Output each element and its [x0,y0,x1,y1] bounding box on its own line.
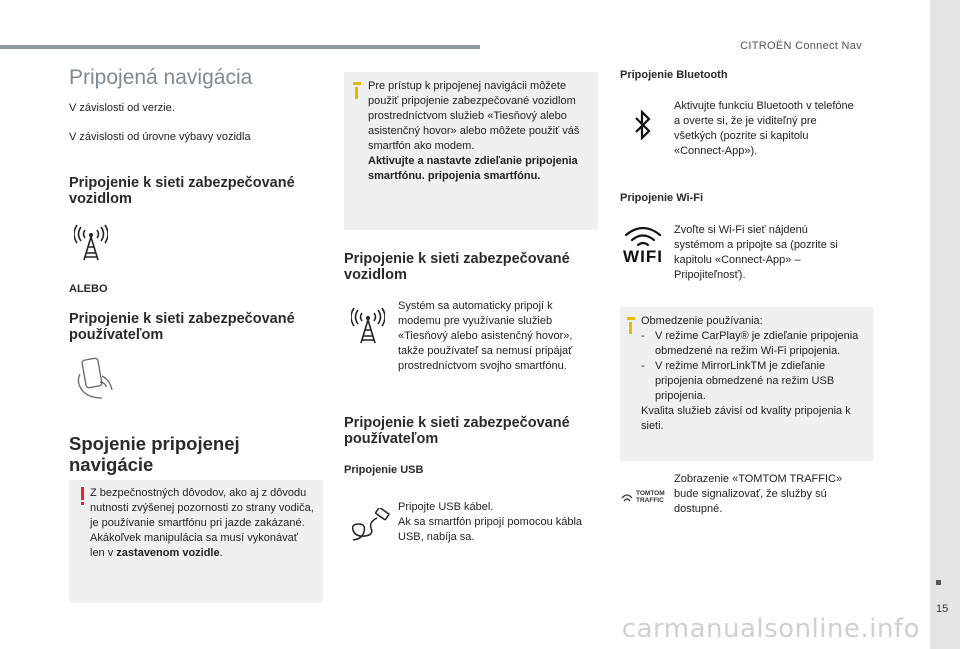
wifi-connection-label: Pripojenie Wi-Fi [620,192,704,204]
watermark: carmanualsonline.info [621,614,920,644]
connected-nav-title: Spojenie pripojenej navigácie [69,433,240,475]
tomtom-logo-line2: TRAFFIC [636,497,664,504]
limits-item2-text: V režime MirrorLinkTM je zdieľanie pripojenia obmedzené na režim USB pripojenia. [655,360,835,402]
warning-text [90,486,315,561]
warning-text-line2: Akákoľvek manipulácia sa musí vykonávať len v [90,532,298,559]
warning-box [69,480,323,603]
page-title: Pripojená navigácia [69,66,253,89]
warning-bold-text: zastavenom vozidle [116,547,220,559]
middle-section-user-title: Pripojenie k sieti zabezpečované používateľom [344,415,570,447]
bluetooth-connection-label: Pripojenie Bluetooth [620,69,728,81]
limits-content [641,314,871,434]
info-box-sharing [344,72,598,230]
page-side-strip [930,0,960,649]
tomtom-traffic-text: Zobrazenie «TOMTOM TRAFFIC» bude signalizovať, že služby sú dostupné. [674,473,843,515]
usb-connection-text [398,500,593,545]
page-marker [936,580,941,585]
section-user-connection-title: Pripojenie k sieti zabezpečované používateľom [69,311,295,343]
info-sharing-bold: Aktivujte a nastavte zdieľanie pripojenia smartfónu. pripojenia smartfónu. [368,155,578,182]
limits-dash-2: - [641,360,645,372]
middle-section-vehicle-title: Pripojenie k sieti zabezpečované vozidlom [344,251,570,283]
usb-text-line1: Pripojte USB kábel. [398,501,494,513]
usb-text-line2: Ak sa smartfón pripojí pomocou kábla USB, nabíja sa. [398,516,583,543]
equipment-note: V závislosti od úrovne výbavy vozidla [69,131,251,143]
info-box-limits [620,307,873,461]
smartphone-hand-icon [72,356,118,400]
wifi-icon [620,225,666,269]
tomtom-logo-line1: TOMTOM [636,490,665,497]
tomtom-traffic-icon [620,488,666,506]
limits-dash-1: - [641,330,645,342]
limits-item-mirrorlink [641,359,871,404]
page-number: 15 [936,603,949,615]
or-label: ALEBO [69,283,108,295]
limits-footer: Kvalita služieb závisí od kvality pripojenia k sieti. [641,405,851,432]
limits-item-carplay [641,329,871,359]
antenna-icon [74,224,108,262]
brand-label: CITROËN Connect Nav [740,40,862,52]
header-rule [0,45,480,49]
limits-title: Obmedzenie používania: [641,315,763,327]
bluetooth-icon [634,110,652,140]
info-sharing-text [368,79,593,184]
warning-text-end: . [219,547,223,559]
version-note: V závislosti od verzie. [69,102,175,114]
wifi-icon-text: WIFI [623,247,663,266]
section-vehicle-connection-title: Pripojenie k sieti zabezpečované vozidlom [69,175,295,207]
usb-cable-icon [349,508,391,542]
vehicle-connection-text: Systém sa automaticky pripojí k modemu pre využívanie služieb «Tiesňový alebo asistenčný hovor», takže používateľ sa nemusí pripájať prostredníctvom svojho smartfónu. [398,300,573,372]
limits-item1-text: V režime CarPlay® je zdieľanie pripojenia obmedzené na režim Wi-Fi pripojenia. [655,330,859,357]
antenna-icon-small [351,307,385,345]
info-sharing-body: Pre prístup k pripojenej navigácii môžete použiť pripojenie zabezpečované vozidlom prostredníctvom služieb «Tiesňový alebo asistenčný hovor» alebo môžete použiť váš smartfón ako modem. [368,80,580,152]
warning-text-line1: Z bezpečnostných dôvodov, ako aj z dôvodu nutnosti zvýšenej pozornosti zo strany vodiča, je používanie smartfónu pri jazde zakázané. [90,487,314,529]
wifi-connection-text: Zvoľte si Wi-Fi sieť nájdenú systémom a pripojte sa (pozrite si kapitolu «Connect-App» – Pripojiteľnosť). [674,224,838,281]
bluetooth-connection-text: Aktivujte funkciu Bluetooth v telefóne a overte si, že je viditeľný pre všetkých (pozrite si kapitolu «Connect-App»). [674,100,854,157]
usb-connection-label: Pripojenie USB [344,464,424,476]
left-column [69,66,324,207]
